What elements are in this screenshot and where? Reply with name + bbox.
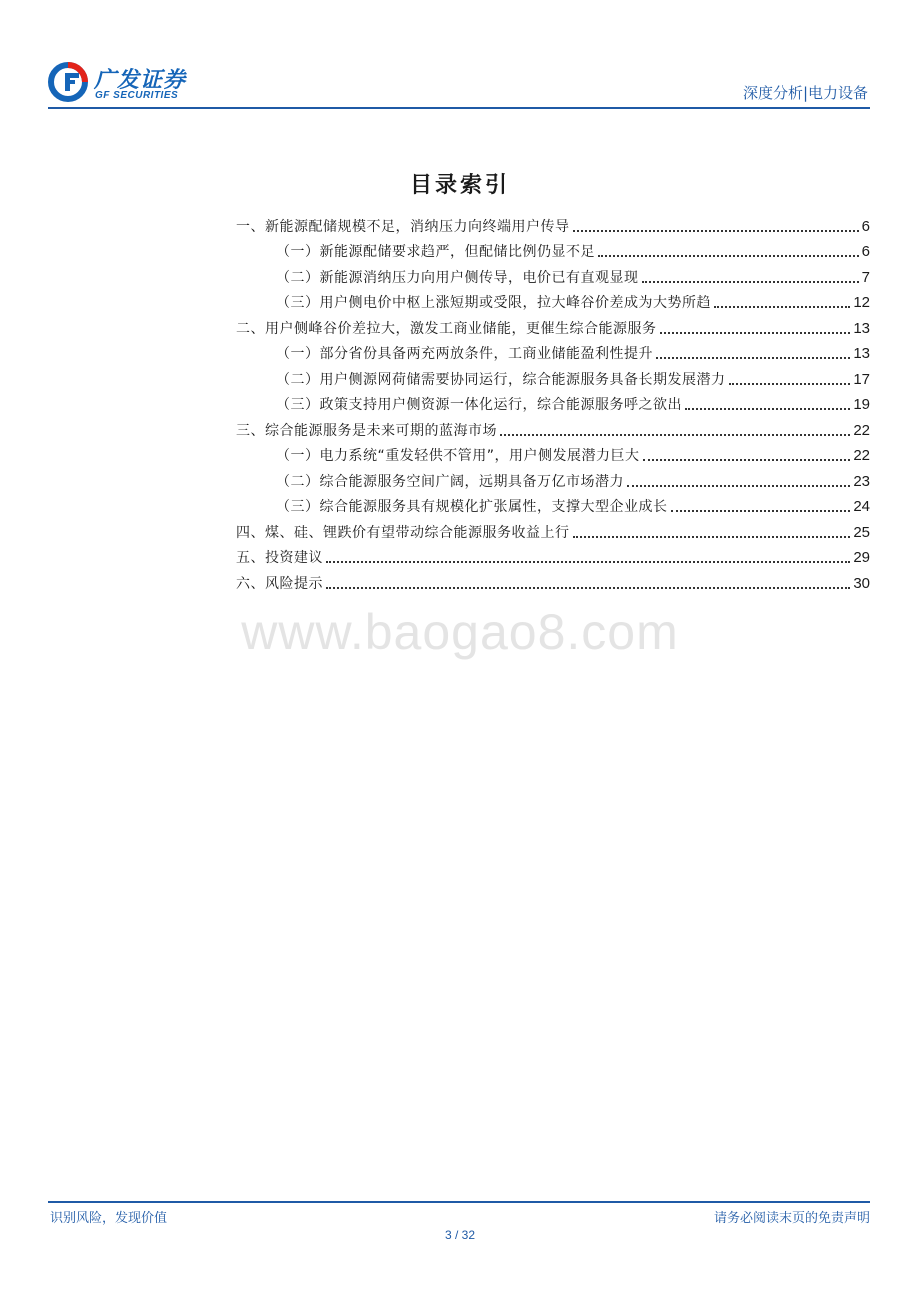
toc-entry-text: 一、新能源配储规模不足，消纳压力向终端用户传导: [236, 218, 570, 235]
toc-page-number: 13: [853, 345, 870, 362]
toc-entry[interactable]: [236, 363, 870, 389]
toc-entry[interactable]: [236, 312, 870, 338]
toc-entry-text: 二、用户侧峰谷价差拉大，激发工商业储能，更催生综合能源服务: [236, 320, 657, 337]
toc-leader-dots: [326, 561, 850, 563]
toc-leader-dots: [598, 255, 859, 257]
toc-leader-dots: [573, 536, 851, 538]
toc-page-number: 17: [853, 370, 870, 388]
toc-page-number: 22: [853, 421, 870, 439]
toc-entry[interactable]: [236, 287, 870, 313]
toc-leader-dots: [627, 485, 850, 487]
toc-page-number: 23: [853, 472, 870, 490]
toc-entry-text: 三、综合能源服务是未来可期的蓝海市场: [236, 422, 497, 439]
footer-divider: [48, 1201, 870, 1203]
watermark: www.baogao8.com: [241, 604, 679, 660]
toc-page-number: 25: [853, 523, 870, 541]
toc-leader-dots: [729, 383, 851, 385]
toc-entry-text: （一）部分省份具备两充两放条件，工商业储能盈利性提升: [276, 346, 653, 362]
toc-leader-dots: [685, 408, 850, 410]
toc-entry[interactable]: [236, 414, 870, 440]
toc-entry-text: （二）用户侧源网荷储需要协同运行，综合能源服务具备长期发展潜力: [276, 371, 726, 388]
toc-leader-dots: [660, 332, 851, 334]
toc-entry[interactable]: [236, 516, 870, 542]
footer-disclaimer-note: 请务必阅读末页的免责声明: [713, 1211, 870, 1226]
logo-english-name: GF SECURITIES: [95, 90, 179, 101]
toc-leader-dots: [500, 434, 850, 436]
toc-page-number: 22: [853, 447, 870, 464]
table-of-contents: [236, 210, 870, 593]
toc-page-number: 6: [861, 217, 870, 235]
toc-page-number: 24: [853, 498, 870, 515]
toc-entry-text: （二）综合能源服务空间广阔，远期具备万亿市场潜力: [276, 473, 624, 490]
logo-chinese-name: 广发证券: [94, 68, 187, 93]
toc-leader-dots: [671, 510, 851, 512]
toc-entry[interactable]: [236, 465, 870, 491]
toc-entry-text: （三）综合能源服务具有规模化扩张属性，支撑大型企业成长: [276, 499, 668, 515]
toc-page-number: 12: [853, 294, 870, 311]
toc-entry[interactable]: [236, 210, 870, 236]
toc-page-number: 6: [861, 243, 870, 260]
toc-title: 目录索引: [409, 173, 510, 198]
header-divider: [48, 107, 870, 109]
toc-entry[interactable]: [236, 261, 870, 287]
toc-leader-dots: [573, 230, 859, 232]
toc-entry-text: 五、投资建议: [236, 550, 323, 566]
toc-page-number: 29: [853, 549, 870, 566]
toc-page-number: 13: [853, 319, 870, 337]
toc-leader-dots: [643, 459, 851, 461]
toc-entry[interactable]: [236, 567, 870, 593]
toc-entry-text: （三）政策支持用户侧资源一体化运行，综合能源服务呼之欲出: [276, 397, 682, 413]
toc-entry[interactable]: [236, 542, 870, 568]
toc-entry-text: （二）新能源消纳压力向用户侧传导，电价已有直观显现: [276, 269, 639, 286]
toc-page-number: 30: [853, 574, 870, 592]
toc-leader-dots: [642, 281, 859, 283]
toc-entry[interactable]: [236, 491, 870, 517]
toc-entry-text: （一）新能源配储要求趋严，但配储比例仍显不足: [276, 244, 595, 260]
page-header: [48, 60, 870, 108]
toc-entry-text: 六、风险提示: [236, 575, 323, 592]
toc-entry[interactable]: [236, 389, 870, 415]
gf-securities-logo: [48, 60, 198, 104]
toc-leader-dots: [656, 357, 850, 359]
toc-entry-text: （三）用户侧电价中枢上涨短期或受限，拉大峰谷价差成为大势所趋: [276, 295, 711, 311]
toc-leader-dots: [326, 587, 850, 589]
toc-entry[interactable]: [236, 236, 870, 262]
report-category: 深度分析|电力设备: [742, 84, 868, 102]
gf-logo-icon: [48, 62, 92, 102]
page-number: 3 / 32: [444, 1228, 476, 1242]
footer-slogan: 识别风险，发现价值: [50, 1211, 168, 1226]
toc-entry[interactable]: [236, 338, 870, 364]
toc-page-number: 19: [853, 396, 870, 413]
toc-entry-text: 四、煤、硅、锂跌价有望带动综合能源服务收益上行: [236, 524, 570, 541]
toc-entry-text: （一）电力系统“重发轻供不管用”，用户侧发展潜力巨大: [276, 448, 640, 464]
toc-entry[interactable]: [236, 440, 870, 466]
toc-page-number: 7: [861, 268, 870, 286]
toc-leader-dots: [714, 306, 850, 308]
